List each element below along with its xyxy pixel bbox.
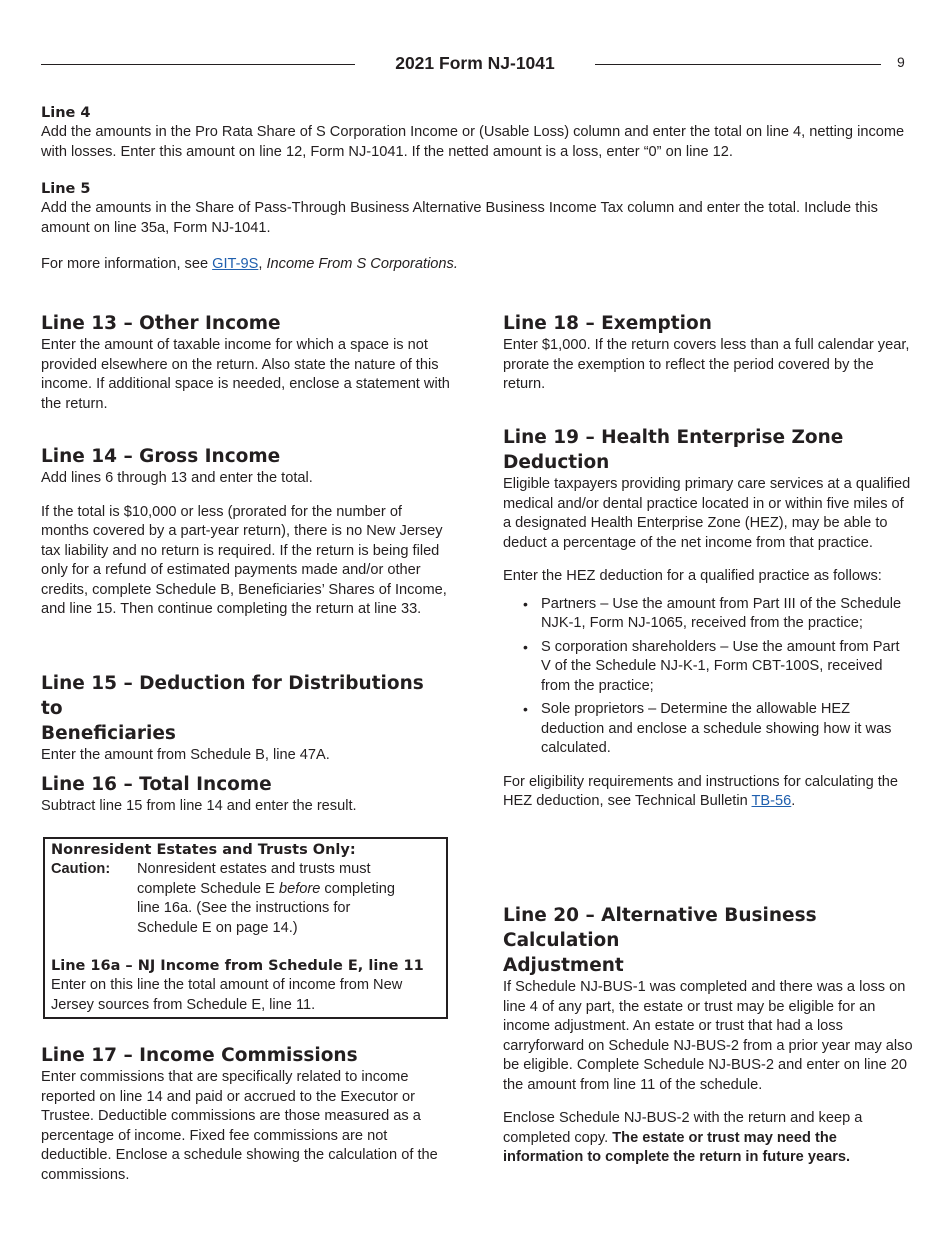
section-line-18	[503, 311, 913, 395]
section-line-13	[41, 311, 451, 414]
line-19-text-2: Enter the HEZ deduction for a qualified practice as follows:	[503, 568, 882, 584]
line-20-heading-2: Adjustment	[503, 955, 624, 976]
nonresident-heading: Nonresident Estates and Trusts Only:	[51, 842, 356, 858]
section-line-5	[41, 180, 916, 238]
list-item: • Partners – Use the amount from Part III of the Schedule NJK-1, Form NJ-1065, received from the practice;	[541, 595, 913, 634]
line-18-heading: Line 18 – Exemption	[503, 313, 712, 334]
line-16-text: Subtract line 15 from line 14 and enter the result.	[41, 798, 357, 814]
line-13-text: Enter the amount of taxable income for which a space is not provided elsewhere on the return. Also state the nature of this income. If additional space is needed, enclose a statement with the return.	[41, 337, 450, 412]
line-17-heading: Line 17 – Income Commissions	[41, 1045, 358, 1066]
section-line-16	[41, 772, 451, 817]
line-4-heading: Line 4	[41, 105, 91, 121]
line-15-heading-2: Beneficiaries	[41, 723, 176, 744]
section-line-15	[41, 671, 451, 766]
section-line-17	[41, 1043, 451, 1185]
line-4-text: Add the amounts in the Pro Rata Share of S Corporation Income or (Usable Loss) column and enter the total on line 4, netting income with losses. Enter this amount on line 12, Form NJ-1041. If the netted amount is a loss, enter “0” on line 12.	[41, 124, 905, 160]
line-16-heading: Line 16 – Total Income	[41, 774, 272, 795]
line-19-text-3: For eligibility requirements and instructions for calculating the HEZ deduction, see Technical Bulletin TB-56.	[503, 773, 899, 809]
line-16a-text: Enter on this line the total amount of income from New Jersey sources from Schedule E, line 11.	[51, 977, 403, 1013]
more-info-title: Income From S Corporations.	[266, 256, 458, 272]
line-17-text: Enter commissions that are specifically related to income reported on line 14 and paid or accrued to the Executor or Trustee. Deductible commissions are those measured as a percentage of income. Fixed fee commissions are not deductible. Enclose a schedule showing the calculation of the commissions.	[41, 1069, 438, 1183]
line-5-text: Add the amounts in the Share of Pass-Through Business Alternative Business Income Tax column and enter the total. Include this amount on line 35a, Form NJ-1041.	[41, 200, 878, 236]
git-9s-link[interactable]: GIT-9S	[212, 256, 259, 272]
more-info	[41, 255, 916, 275]
line-15-heading-1: Line 15 – Deduction for Distributions to	[41, 673, 424, 719]
line-14-heading: Line 14 – Gross Income	[41, 446, 281, 467]
list-item: • Sole proprietors – Determine the allowable HEZ deduction and enclose a schedule showing how it was calculated.	[541, 700, 913, 759]
header-rule-right	[595, 64, 881, 65]
line-19-heading-2: Deduction	[503, 452, 610, 473]
caution-label: Caution:	[51, 861, 111, 877]
more-info-prefix: For more information, see	[41, 256, 213, 272]
line-20-heading-1: Line 20 – Alternative Business Calculation	[503, 905, 817, 951]
hez-bullet-list	[503, 595, 913, 759]
line-16a-heading: Line 16a – NJ Income from Schedule E, line 11	[51, 958, 424, 974]
more-info-separator: ,	[258, 256, 267, 272]
nonresident-box	[43, 837, 448, 1019]
line-15-text: Enter the amount from Schedule B, line 47A.	[41, 747, 330, 763]
line-20-text-2: Enclose Schedule NJ-BUS-2 with the return and keep a completed copy. The estate or trust may need the information to complete the return in future years.	[503, 1110, 863, 1165]
line-19-text-1: Eligible taxpayers providing primary care services at a qualified medical and/or dental practice located in or within five miles of a designated Health Enterprise Zone (HEZ), may be able to deduct a percentage of the net income from that practice.	[503, 476, 911, 551]
line-14-text-1: Add lines 6 through 13 and enter the total.	[41, 470, 313, 486]
page-number: 9	[897, 54, 905, 70]
line-13-heading: Line 13 – Other Income	[41, 313, 281, 334]
line-5-heading: Line 5	[41, 181, 91, 197]
line-14-text-2: If the total is $10,000 or less (prorated for the number of months covered by a part-year return), there is no New Jersey tax liability and no return is required. If the return is being filed only for a refund of estimated payments made and/or other credits, complete Schedule B, Beneficiaries’ Shares of Income, and line 15. Then continue completing the return at line 33.	[41, 503, 447, 617]
list-item: • S corporation shareholders – Use the amount from Part V of the Schedule NJ-K-1, Form CBT-100S, received from the practice;	[541, 638, 913, 697]
line-18-text: Enter $1,000. If the return covers less than a full calendar year, prorate the exemption to reflect the period covered by the return.	[503, 337, 910, 392]
line-20-text-1: If Schedule NJ-BUS-1 was completed and there was a loss on line 4 of any part, the estate or trust may be eligible for an income adjustment. An estate or trust that had a loss carryforward on Schedule NJ-BUS-2 from a prior year may also be eligible. Complete Schedule NJ-BUS-2 and enter on line 20 the amount from line 11 of the schedule.	[503, 979, 913, 1093]
header-rule-left	[41, 64, 355, 65]
section-line-14	[41, 444, 451, 620]
tb-56-link[interactable]: TB-56	[751, 793, 792, 809]
section-line-4	[41, 104, 916, 162]
caution-text: Nonresident estates and trusts must complete Schedule E before completing line 16a. (See the instructions for Schedule E on page 14.)	[137, 861, 395, 936]
page-header	[41, 52, 911, 78]
section-line-20	[503, 903, 913, 1168]
line-19-heading-1: Line 19 – Health Enterprise Zone	[503, 427, 844, 448]
section-line-19	[503, 425, 913, 812]
form-title: 2021 Form NJ-1041	[395, 53, 555, 73]
